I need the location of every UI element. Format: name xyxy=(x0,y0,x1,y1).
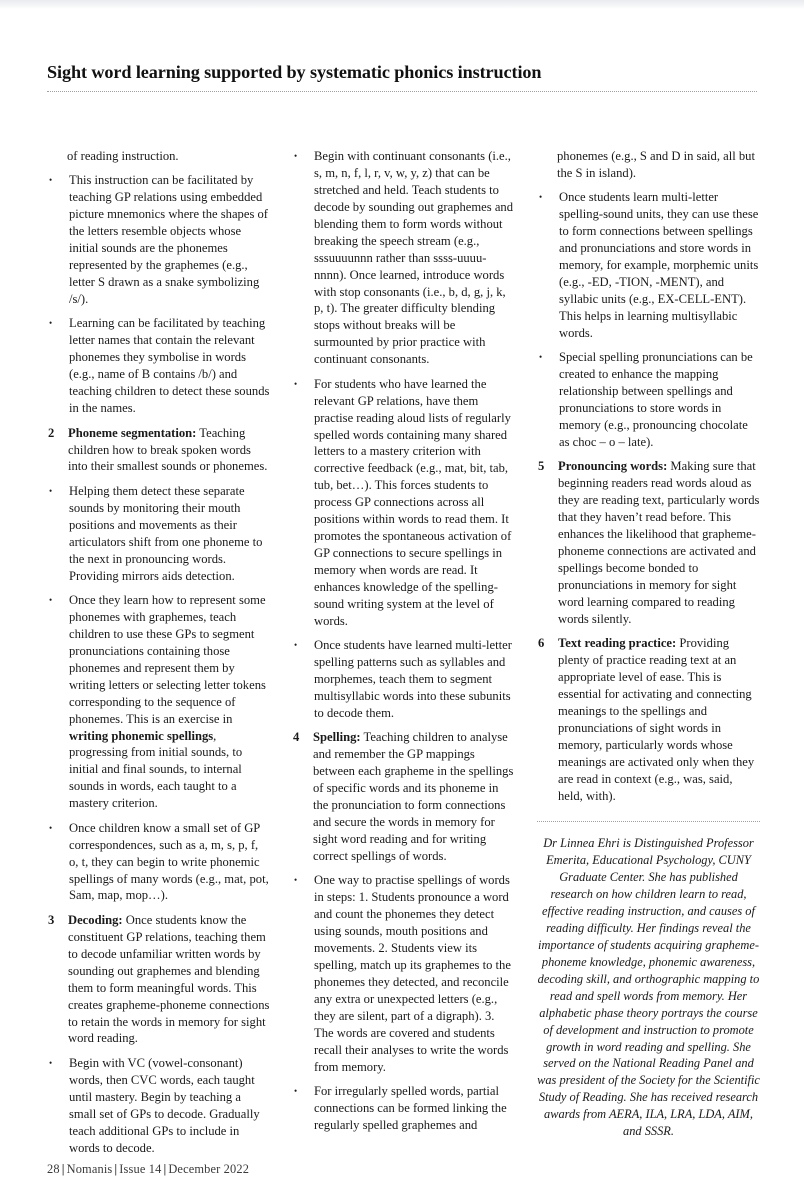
list-item-lead: Spelling: xyxy=(313,730,361,745)
bullet-icon: • xyxy=(49,822,53,833)
numbered-list-item xyxy=(537,635,760,804)
column-3 xyxy=(537,148,760,1164)
list-number: 2 xyxy=(48,425,55,440)
bullet-list-item xyxy=(537,349,760,451)
page-footer xyxy=(47,1162,249,1177)
paragraph-continuation: of reading instruction. xyxy=(67,149,179,163)
header-divider xyxy=(47,91,757,92)
bullet-icon: • xyxy=(49,485,53,496)
numbered-list-item xyxy=(292,729,515,865)
bullet-icon: • xyxy=(539,352,543,363)
footer-date: December 2022 xyxy=(168,1162,250,1176)
list-item-text: For students who have learned the relevant GP relations, have them practise reading aloud lists of regularly spelled words containing many shared letters to a mastery criterion with corrective feedback (e.g., mat, bit, tab, tub, bet…). This forces students to process GP connections across all positions within words to read them. It promotes the spontaneous activation of GP connections to secure spellings in memory when words are read. It enhances knowledge of the spelling-sound writing system at the level of words. xyxy=(314,376,512,628)
bullet-list-item xyxy=(47,1055,270,1157)
bullet-list-item xyxy=(292,148,515,368)
list-number: 3 xyxy=(48,912,55,927)
footer-separator-1: | xyxy=(61,1162,65,1176)
list-item-lead: Decoding: xyxy=(68,912,123,927)
list-item-text: Special spelling pronunciations can be created to enhance the mapping relationship between spellings and pronunciations to store words in memory (e.g., pronouncing chocolate as choc – o – late). xyxy=(559,350,753,449)
bullet-list-item xyxy=(537,189,760,341)
footer-separator-3: | xyxy=(163,1162,167,1176)
bullet-icon: • xyxy=(294,151,298,161)
list-item-text: Once children know a small set of GP correspondences, such as a, m, s, p, f, o, t, they can begin to write phonemic spellings of many words (e.g., mat, pot, Sam, map, mop…). xyxy=(69,820,269,903)
bullet-list-item xyxy=(47,592,270,812)
bullet-icon: • xyxy=(49,595,53,605)
emphasised-phrase: writing phonemic spellings xyxy=(69,728,214,743)
bullet-list-item xyxy=(47,172,270,308)
footer-page-number: 28 xyxy=(47,1162,60,1176)
bullet-list-item xyxy=(47,315,270,417)
page-top-edge xyxy=(0,0,804,9)
author-bio-divider xyxy=(537,821,760,822)
bullet-icon: • xyxy=(539,192,543,203)
bullet-list-item xyxy=(292,376,515,630)
list-item-text: Decoding: Once students know the constituent GP relations, teaching them to decode unfamiliar written words by sounding out graphemes and blending them to form meaningful words. This creates grapheme-phoneme connections to retain the words in memory for sight word reading. xyxy=(68,912,270,1046)
footer-separator-2: | xyxy=(114,1162,118,1176)
bullet-icon: • xyxy=(49,318,53,329)
list-item-text: Text reading practice: Providing plenty of practice reading text at an appropriate level of ease. This is essential for activating and connecting meanings to the spellings and pronunciations of sight words in memory, particularly words whose meanings are activated only when they are read in context (e.g., was, said, held, with). xyxy=(558,636,755,803)
page-title: Sight word learning supported by systematic phonics instruction xyxy=(47,62,542,82)
bullet-icon: • xyxy=(294,1086,298,1097)
page-header xyxy=(47,62,757,92)
bullet-icon: • xyxy=(294,640,298,651)
numbered-list-item xyxy=(537,458,760,627)
list-number: 4 xyxy=(293,730,300,745)
bullet-list-item xyxy=(47,483,270,585)
author-bio: Dr Linnea Ehri is Distinguished Professor Emerita, Educational Psychology, CUNY Graduate Center. She has published research on how children learn to read, effective reading instruction, and causes of reading difficulty. Her findings reveal the importance of students acquiring grapheme-phoneme knowledge, phonemic awareness, decoding skill, and orthographic mapping to read and spell words from memory. Her alphabetic phase theory portrays the course of development and instruction to promote growth in word reading and spelling. She served on the National Reading Panel and was president of the Society for the Scientific Study of Reading. She has received research awards from AERA, ILA, LRA, LDA, AIM, and SSSR. xyxy=(537,835,760,1139)
bullet-list-item xyxy=(292,637,515,722)
bullet-icon: • xyxy=(294,378,298,389)
bullet-list-item xyxy=(292,872,515,1075)
list-item-text: Begin with continuant consonants (i.e., s, m, n, f, l, r, v, w, y, z) that can be stretched and held. Teach students to decode by sounding out graphemes and blending them to form words without breaking the speech stream (e.g., sssuuuunnn rather than ssss-uuuu-nnnn). Once learned, introduce words with stop consonants (i.e., b, d, g, j, k, p, t). The greater difficulty blending stops without breaks will be surmounted by prior practice with continuant consonants. xyxy=(314,149,514,367)
bullet-icon: • xyxy=(294,875,298,886)
numbered-list-item xyxy=(47,912,270,1048)
list-item-text: Learning can be facilitated by teaching letter names that contain the relevant phonemes they symbolise in words (e.g., name of B contains /b/) and teaching children to detect these sounds in the names. xyxy=(69,316,270,416)
list-item-text: Begin with VC (vowel-consonant) words, then CVC words, each taught until mastery. Begin by teaching a small set of GPs to decode. Gradually teach additional GPs to include in words to decode. xyxy=(69,1055,260,1155)
list-item-lead: Phoneme segmentation: xyxy=(68,425,197,440)
numbered-list-item xyxy=(47,425,270,476)
list-item-text: Once they learn how to represent some phonemes with graphemes, teach children to use these GPs to segment pronunciations containing those phonemes and represent them by writing letters or selecting letter tokens corresponding to the sequence of phonemes. This is an exercise in writing phonemic spellings, progressing from initial sounds, to initial and final sounds, to internal sounds in words, each taught to a mastery criterion. xyxy=(69,593,266,811)
list-number: 6 xyxy=(538,636,545,651)
bullet-icon: • xyxy=(49,1057,53,1068)
list-item-text: Spelling: Teaching children to analyse and remember the GP mappings between each grapheme in the spellings of specific words and its phoneme in the pronunciation to form connections and secure the words in memory for sight word reading and for writing correct spellings of words. xyxy=(313,730,514,863)
bullet-list-item xyxy=(47,820,270,905)
bullet-icon: • xyxy=(49,175,53,186)
list-item-text: This instruction can be facilitated by teaching GP relations using embedded picture mnemonics where the shapes of the letters resemble objects whose initial sounds are the phonemes represented by the graphemes (e.g., letter S drawn as a snake symbolizing /s/). xyxy=(69,173,268,306)
list-item-lead: Pronouncing words: xyxy=(558,459,668,474)
list-item-text: Pronouncing words: Making sure that beginning readers read words aloud as they are reading text, particularly words that they haven’t read before. This enhances the likelihood that grapheme-phoneme connections are activated and spellings become bonded to pronunciations in memory for sight word learning compared to reading words silently. xyxy=(558,459,760,626)
list-item-text: Helping them detect these separate sounds by monitoring their mouth positions and movements as their articulators shift from one phoneme to the next in pronouncing words. Providing mirrors aids detection. xyxy=(69,483,263,583)
list-item-lead: Text reading practice: xyxy=(558,636,677,651)
list-item-text: Once students learn multi-letter spelling-sound units, they can use these to form connections between spellings and pronunciations and store words in memory, for example, morphemic units (e.g., -ED, -TION, -MENT), and syllabic units (e.g., EX-CELL-ENT). This helps in learning multisyllabic words. xyxy=(559,190,759,340)
footer-issue: Issue 14 xyxy=(119,1162,162,1176)
column-1 xyxy=(47,148,270,1164)
footer-publication: Nomanis xyxy=(66,1162,113,1176)
column-2 xyxy=(292,148,515,1164)
list-item-text: Once students have learned multi-letter spelling patterns such as syllables and morphemes, teach them to segment multisyllabic words into these subunits to decode them. xyxy=(314,638,512,720)
list-item-text: One way to practise spellings of words in steps: 1. Students pronounce a word and count the phonemes they detect using sounds, mouth positions and movements. 2. Students view its spelling, match up its graphemes to the phonemes they detected, and reconcile any extra or unexpected letters (e.g., they are silent, part of a digraph). 3. The words are covered and students recall their analyses to write the words from memory. xyxy=(314,873,511,1074)
article-columns xyxy=(47,148,759,1164)
bullet-list-item xyxy=(292,1083,515,1134)
paragraph-continuation: phonemes (e.g., S and D in said, all but the S in island). xyxy=(557,149,755,180)
list-item-text: Phoneme segmentation: Teaching children how to break spoken words into their smallest sounds or phonemes. xyxy=(68,425,268,474)
list-number: 5 xyxy=(538,459,545,474)
list-item-text: For irregularly spelled words, partial connections can be formed linking the regularly spelled graphemes and xyxy=(314,1084,507,1133)
